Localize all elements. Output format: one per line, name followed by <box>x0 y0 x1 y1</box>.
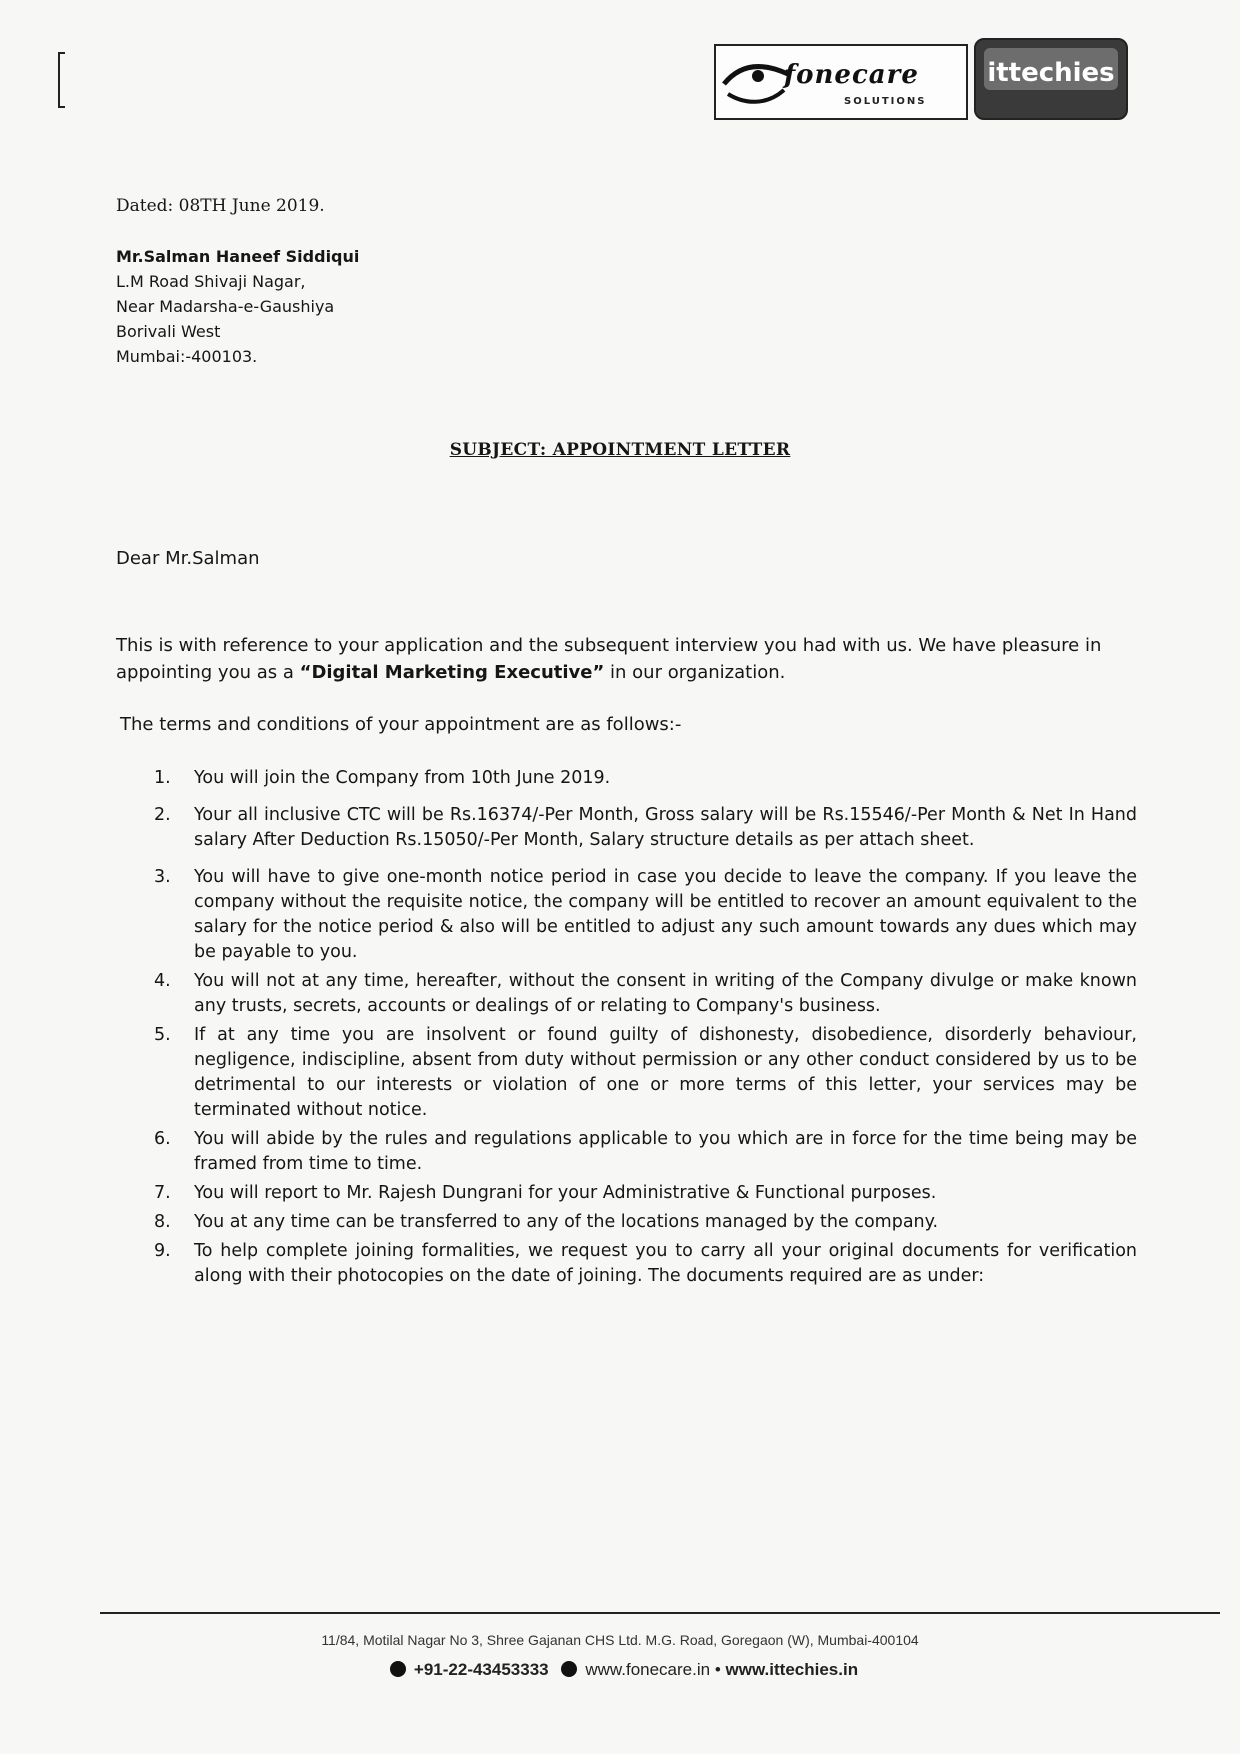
recipient-address <box>116 244 359 369</box>
corner-bracket <box>58 52 65 108</box>
terms-list <box>154 766 1137 1293</box>
term-item <box>154 803 1137 853</box>
term-number: 9. <box>154 1241 171 1261</box>
term-text: You will have to give one-month notice period in case you decide to leave the company. If you leave the company without the requisite notice, the company will be entitled to recover an amount equivalent to the salary for the notice period & also will be entitled to adjust any such amount towards any dues which may be payable to you. <box>194 867 1137 962</box>
address-line: Near Madarsha-e-Gaushiya <box>116 297 335 316</box>
fonecare-wordmark: fonecare <box>784 60 919 90</box>
letter-subject: SUBJECT: APPOINTMENT LETTER <box>449 440 791 460</box>
term-text: You will abide by the rules and regulations applicable to you which are in force for the time being may be framed from time to time. <box>194 1129 1137 1174</box>
term-text: You at any time can be transferred to any of the locations managed by the company. <box>194 1212 939 1232</box>
term-text: You will join the Company from 10th June 2019. <box>194 768 611 788</box>
term-text: If at any time you are insolvent or found guilty of dishonesty, disobedience, disorderly behaviour, negligence, indiscipline, absent from duty without permission or any other conduct considered by us to be detrimental to our interests or violation of one or more terms of this letter, your services may be terminated without notice. <box>194 1025 1137 1120</box>
intro-text-end: in our organization. <box>604 662 786 683</box>
term-number: 2. <box>154 805 171 825</box>
address-line: Mumbai:-400103. <box>116 347 258 366</box>
footer-contact <box>0 1660 1240 1680</box>
term-number: 1. <box>154 768 171 788</box>
term-text: Your all inclusive CTC will be Rs.16374/-Per Month, Gross salary will be Rs.15546/-Per Month & Net In Hand salary After Deduction Rs.15050/-Per Month, Salary structure details as per attach sheet. <box>194 805 1137 850</box>
salutation: Dear Mr.Salman <box>116 548 260 569</box>
term-item <box>154 1023 1137 1123</box>
term-number: 8. <box>154 1212 171 1232</box>
footer-separator: • <box>714 1660 721 1679</box>
term-text: You will not at any time, hereafter, without the consent in writing of the Company divulge or make known any trusts, secrets, accounts or dealings of or relating to Company's business. <box>194 971 1137 1016</box>
intro-text: This is with reference to your application and the subsequent interview you had with us. We have pleasure in appointing you as a <box>116 635 1102 683</box>
fonecare-tagline: SOLUTIONS <box>844 96 927 107</box>
term-item <box>154 1127 1137 1177</box>
term-number: 3. <box>154 867 171 887</box>
term-item <box>154 1239 1137 1289</box>
footer-website-fonecare: www.fonecare.in <box>585 1660 711 1679</box>
term-item <box>154 766 1137 791</box>
ittechies-logo <box>974 38 1128 120</box>
term-number: 5. <box>154 1025 171 1045</box>
term-item <box>154 969 1137 1019</box>
web-icon <box>561 1661 577 1677</box>
term-item <box>154 1210 1137 1235</box>
intro-paragraph <box>116 632 1131 686</box>
letter-date: Dated: 08TH June 2019. <box>116 196 325 216</box>
fonecare-logo <box>714 44 968 120</box>
address-line: Borivali West <box>116 322 221 341</box>
term-number: 6. <box>154 1129 171 1149</box>
footer-divider <box>100 1612 1220 1614</box>
terms-intro: The terms and conditions of your appointment are as follows:- <box>120 714 682 735</box>
footer-website-ittechies: www.ittechies.in <box>725 1660 859 1679</box>
footer-phone: +91-22-43453333 <box>413 1660 549 1679</box>
address-line: L.M Road Shivaji Nagar, <box>116 272 306 291</box>
term-number: 4. <box>154 971 171 991</box>
term-item <box>154 865 1137 965</box>
term-item <box>154 1181 1137 1206</box>
ittechies-wordmark: ittechies <box>987 58 1115 88</box>
term-text: To help complete joining formalities, we request you to carry all your original documents for verification along with their photocopies on the date of joining. The documents required are as under: <box>194 1241 1137 1286</box>
term-number: 7. <box>154 1183 171 1203</box>
job-title: “Digital Marketing Executive” <box>299 662 605 683</box>
term-text: You will report to Mr. Rajesh Dungrani for your Administrative & Functional purposes. <box>194 1183 937 1203</box>
footer-address: 11/84, Motilal Nagar No 3, Shree Gajanan CHS Ltd. M.G. Road, Goregaon (W), Mumbai-400104 <box>321 1632 919 1648</box>
fonecare-swoosh-icon <box>722 54 792 112</box>
phone-icon <box>390 1661 406 1677</box>
recipient-name: Mr.Salman Haneef Siddiqui <box>116 247 360 266</box>
